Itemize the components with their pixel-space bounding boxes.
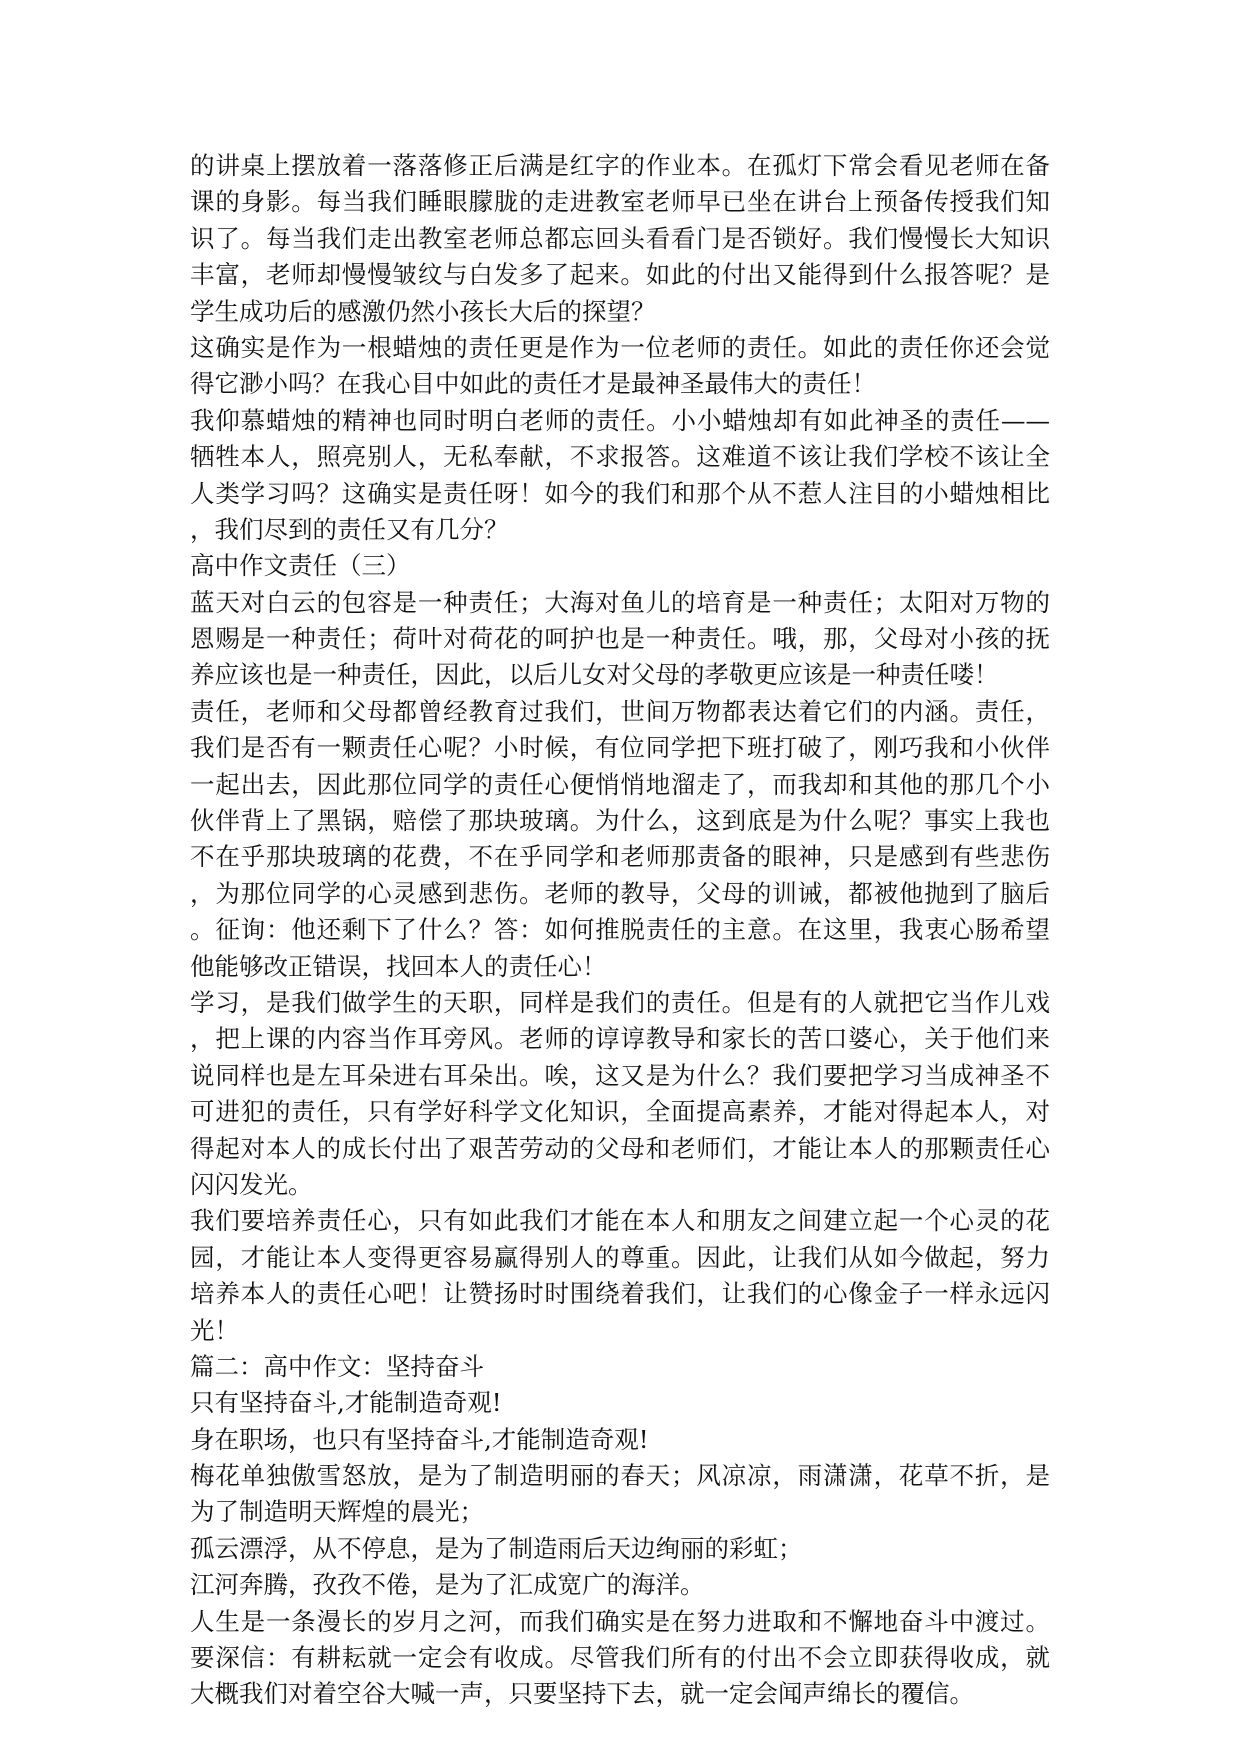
text-line: 他能够改正错误，找回本人的责任心！ <box>190 951 607 981</box>
text-line: ，把上课的内容当作耳旁风。老师的谆谆教导和家长的苦口婆心，关于他们来 <box>190 1024 1050 1054</box>
text-line: 篇二：高中作文：坚持奋斗 <box>190 1351 484 1381</box>
text-line: 孤云漂浮，从不停息，是为了制造雨后天边绚丽的彩虹； <box>190 1533 803 1563</box>
text-line: 大概我们对着空谷大喊一声，只要坚持下去，就一定会闻声绵长的覆信。 <box>190 1679 974 1709</box>
text-line: 光！ <box>190 1315 239 1345</box>
text-line: 责任，老师和父母都曾经教育过我们，世间万物都表达着它们的内涵。责任， <box>190 696 1050 726</box>
text-line: 不在乎那块玻璃的花费，不在乎同学和老师那责备的眼神，只是感到有些悲伤 <box>190 842 1050 872</box>
text-line: 这确实是作为一根蜡烛的责任更是作为一位老师的责任。如此的责任你还会觉 <box>190 332 1050 362</box>
text-line: 江河奔腾，孜孜不倦，是为了汇成宽广的海洋。 <box>190 1570 705 1600</box>
text-line: 梅花单独傲雪怒放，是为了制造明丽的春天；风凉凉，雨潇潇，花草不折，是 <box>190 1461 1050 1491</box>
text-line: 丰富，老师却慢慢皱纹与白发多了起来。如此的付出又能得到什么报答呢？是 <box>190 260 1050 290</box>
text-line: 我们要培养责任心，只有如此我们才能在本人和朋友之间建立起一个心灵的花 <box>190 1206 1050 1236</box>
text-line: 。征询：他还剩下了什么？答：如何推脱责任的主意。在这里，我衷心肠希望 <box>190 915 1050 945</box>
text-line: 课的身影。每当我们睡眼朦胧的走进教室老师早已坐在讲台上预备传授我们知 <box>190 187 1050 217</box>
text-line: 得起对本人的成长付出了艰苦劳动的父母和老师们，才能让本人的那颗责任心 <box>190 1133 1050 1163</box>
text-line: 学习，是我们做学生的天职，同样是我们的责任。但是有的人就把它当作儿戏 <box>190 987 1050 1017</box>
text-line: 学生成功后的感激仍然小孩长大后的探望？ <box>190 296 656 326</box>
text-line: 为了制造明天辉煌的晨光； <box>190 1497 484 1527</box>
text-line: 恩赐是一种责任；荷叶对荷花的呵护也是一种责任。哦，那，父母对小孩的抚 <box>190 624 1050 654</box>
text-line: 人类学习吗？这确实是责任呀！如今的我们和那个从不惹人注目的小蜡烛相比 <box>190 478 1050 508</box>
text-line: 说同样也是左耳朵进右耳朵出。唉，这又是为什么？我们要把学习当成神圣不 <box>190 1060 1050 1090</box>
text-line: 伙伴背上了黑锅，赔偿了那块玻璃。为什么，这到底是为什么呢？事实上我也 <box>190 806 1050 836</box>
text-line: 人生是一条漫长的岁月之河，而我们确实是在努力进取和不懈地奋斗中渡过。 <box>190 1606 1050 1636</box>
text-line: 身在职场，也只有坚持奋斗,才能制造奇观! <box>190 1424 649 1454</box>
text-line: 园，才能让本人变得更容易赢得别人的尊重。因此，让我们从如今做起，努力 <box>190 1242 1050 1272</box>
text-line: 牺牲本人，照亮别人，无私奉献，不求报答。这难道不该让我们学校不该让全 <box>190 442 1050 472</box>
text-line: 一起出去，因此那位同学的责任心便悄悄地溜走了，而我却和其他的那几个小 <box>190 769 1050 799</box>
text-line: 我仰慕蜡烛的精神也同时明白老师的责任。小小蜡烛却有如此神圣的责任—— <box>190 405 1050 435</box>
text-line: 高中作文责任（三） <box>190 551 411 581</box>
text-line: 闪闪发光。 <box>190 1169 313 1199</box>
text-line: ，我们尽到的责任又有几分？ <box>190 514 509 544</box>
text-line: 养应该也是一种责任，因此，以后儿女对父母的孝敬更应该是一种责任喽！ <box>190 660 999 690</box>
text-line: 的讲桌上摆放着一落落修正后满是红字的作业本。在孤灯下常会看见老师在备 <box>190 151 1050 180</box>
text-line: 只有坚持奋斗,才能制造奇观! <box>190 1388 502 1418</box>
text-line: 培养本人的责任心吧！让赞扬时时围绕着我们，让我们的心像金子一样永远闪 <box>190 1279 1050 1309</box>
text-line: 得它渺小吗？在我心目中如此的责任才是最神圣最伟大的责任！ <box>190 369 876 399</box>
text-line: ，为那位同学的心灵感到悲伤。老师的教导，父母的训诫，都被他抛到了脑后 <box>190 878 1050 908</box>
text-line: 要深信：有耕耘就一定会有收成。尽管我们所有的付出不会立即获得收成，就 <box>190 1643 1050 1673</box>
text-line: 可进犯的责任，只有学好科学文化知识，全面提高素养，才能对得起本人，对 <box>190 1097 1050 1127</box>
text-line: 蓝天对白云的包容是一种责任；大海对鱼儿的培育是一种责任；太阳对万物的 <box>190 587 1050 617</box>
text-line: 我们是否有一颗责任心呢？小时候，有位同学把下班打破了，刚巧我和小伙伴 <box>190 733 1050 763</box>
text-line: 识了。每当我们走出教室老师总都忘回头看看门是否锁好。我们慢慢长大知识 <box>190 223 1050 253</box>
document-body <box>190 148 1050 1713</box>
